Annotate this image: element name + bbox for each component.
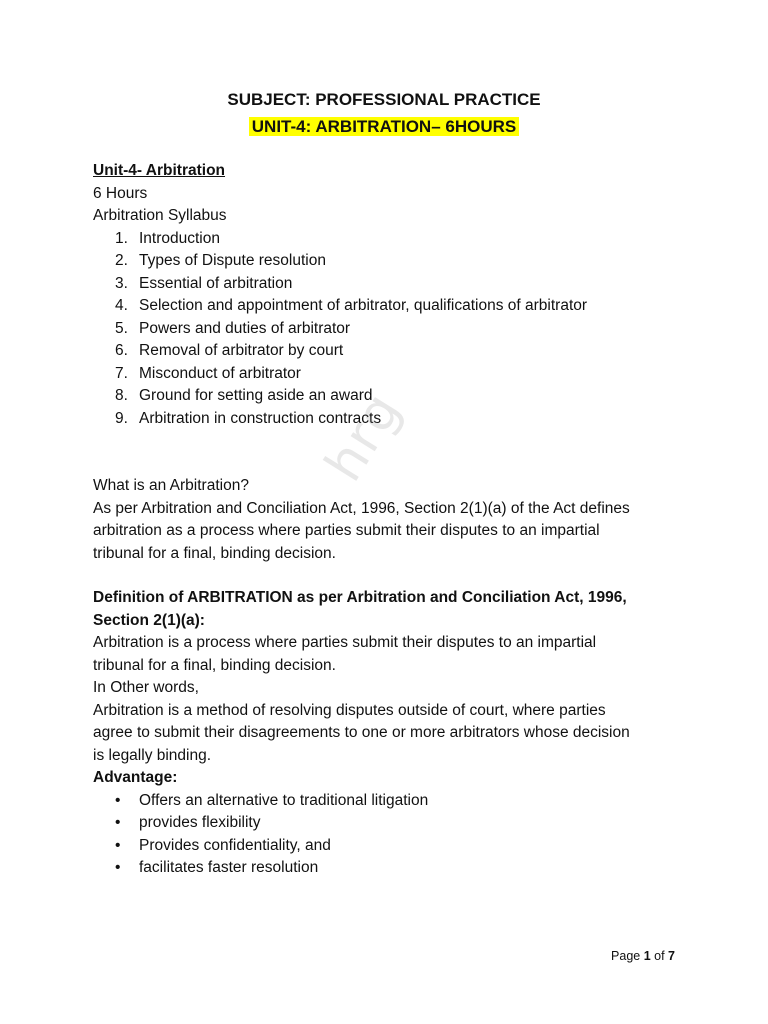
- list-number: 3.: [115, 274, 128, 292]
- page-footer: [611, 945, 675, 968]
- list-number: 8.: [115, 387, 128, 404]
- list-item: [93, 385, 693, 408]
- list-item-text: provides flexibility: [139, 814, 261, 831]
- unit-title-highlight: UNIT-4: ARBITRATION– 6HOURS: [249, 117, 519, 136]
- spacer: [93, 565, 693, 587]
- what-is-line: arbitration as a process where parties submit their disputes to an impartial: [93, 522, 600, 539]
- list-item-text: Provides confidentiality, and: [139, 836, 331, 854]
- bullet-icon: •: [115, 814, 121, 831]
- unit-title: [0, 113, 768, 140]
- list-item-text: Selection and appointment of arbitrator, qualifications of arbitrator: [139, 297, 588, 314]
- bullet-icon: •: [115, 859, 121, 876]
- list-item: [93, 250, 693, 273]
- watermark: hrg: [313, 381, 414, 492]
- list-item-text: Essential of arbitration: [139, 274, 293, 292]
- definition-line: is legally binding.: [93, 746, 212, 764]
- list-item-text: Types of Dispute resolution: [139, 252, 326, 269]
- list-item: [93, 318, 693, 341]
- list-item-text: Removal of arbitrator by court: [139, 342, 344, 359]
- definition-heading: Section 2(1)(a):: [93, 611, 205, 629]
- page-prefix: Page: [611, 949, 644, 963]
- list-number: 7.: [115, 364, 128, 382]
- body-text: [93, 160, 693, 880]
- definition-line: agree to submit their disagreements to one or more arbitrators whose decision: [93, 724, 630, 741]
- definition-line: Arbitration is a method of resolving disputes outside of court, where parties: [93, 701, 606, 719]
- other-words: In Other words,: [93, 679, 199, 696]
- list-item-text: Introduction: [139, 229, 220, 247]
- list-item-text: Ground for setting aside an award: [139, 387, 373, 404]
- what-is-line: As per Arbitration and Conciliation Act, 1996, Section 2(1)(a) of the Act defines: [93, 499, 630, 517]
- list-number: 2.: [115, 252, 128, 269]
- page-total: 7: [668, 949, 675, 963]
- bullet-icon: •: [115, 836, 121, 854]
- list-number: 4.: [115, 297, 128, 314]
- syllabus-list: [93, 228, 693, 431]
- list-number: 6.: [115, 342, 128, 359]
- list-item-text: Misconduct of arbitrator: [139, 364, 301, 382]
- what-is-line: tribunal for a final, binding decision.: [93, 544, 336, 562]
- list-number: 9.: [115, 409, 128, 427]
- list-item: [93, 408, 693, 431]
- list-item: [93, 857, 693, 880]
- page-current: 1: [643, 949, 651, 963]
- list-item: [93, 295, 693, 318]
- list-item-text: Powers and duties of arbitrator: [139, 319, 351, 337]
- list-item: [93, 273, 693, 296]
- list-item: [93, 340, 693, 363]
- list-item: [93, 812, 693, 835]
- subject-title: SUBJECT: PROFESSIONAL PRACTICE: [227, 90, 541, 109]
- list-item: [93, 228, 693, 251]
- spacer: [93, 430, 693, 475]
- syllabus-label: Arbitration Syllabus: [93, 207, 227, 224]
- definition-heading: Definition of ARBITRATION as per Arbitration and Conciliation Act, 1996,: [93, 589, 627, 606]
- hours-text: 6 Hours: [93, 184, 148, 202]
- bullet-icon: •: [115, 791, 121, 809]
- unit-heading: Unit-4- Arbitration: [93, 162, 226, 179]
- definition-line: tribunal for a final, binding decision.: [93, 656, 336, 674]
- what-is-question: What is an Arbitration?: [93, 477, 249, 494]
- list-item-text: Offers an alternative to traditional litigation: [139, 791, 429, 809]
- list-item: [93, 790, 693, 813]
- list-number: 1.: [115, 229, 128, 247]
- page-of: of: [650, 949, 669, 963]
- list-item-text: facilitates faster resolution: [139, 859, 319, 876]
- list-item: [93, 835, 693, 858]
- definition-line: Arbitration is a process where parties submit their disputes to an impartial: [93, 634, 597, 651]
- list-number: 5.: [115, 319, 128, 337]
- advantage-list: [93, 790, 693, 880]
- advantage-label: Advantage:: [93, 769, 178, 786]
- title-block: [0, 86, 768, 140]
- list-item-text: Arbitration in construction contracts: [139, 409, 382, 427]
- list-item: [93, 363, 693, 386]
